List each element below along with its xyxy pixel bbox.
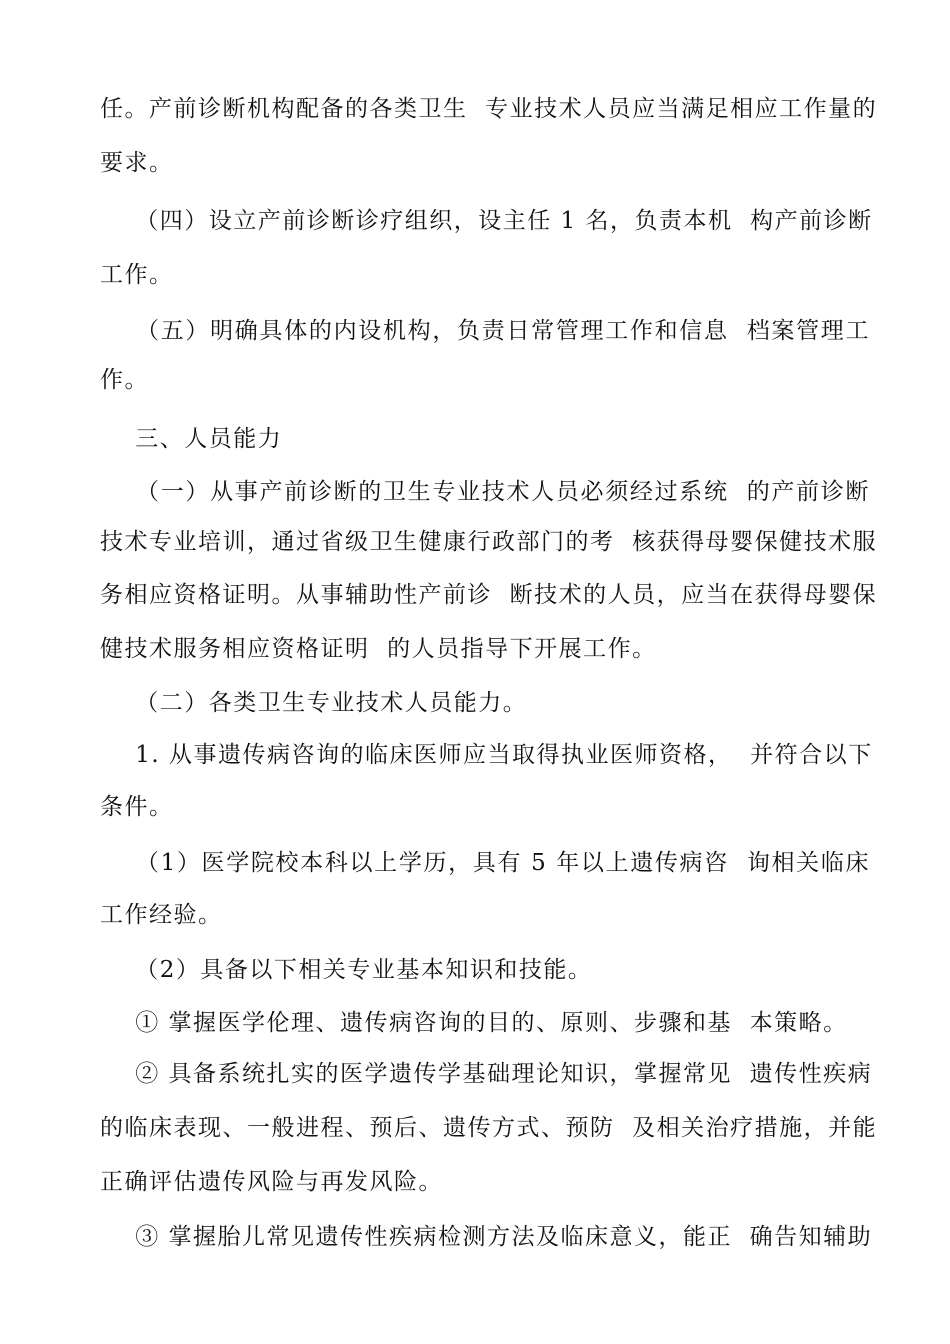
text-line: 作。 <box>100 367 149 393</box>
text-line: 工作。 <box>100 262 174 288</box>
text-line: 的临床表现、一般进程、预后、遗传方式、预防 及相关治疗措施，并能 <box>100 1115 878 1141</box>
text-line: 务相应资格证明。从事辅助性产前诊 断技术的人员，应当在获得母婴保 <box>100 582 878 608</box>
text-line: （四）设立产前诊断诊疗组织，设主任 1 名，负责本机 构产前诊断 <box>100 208 873 234</box>
text-line: 要求。 <box>100 150 174 176</box>
text-line: 条件。 <box>100 794 174 820</box>
text-line: 正确评估遗传风险与再发风险。 <box>100 1169 443 1195</box>
text-line: （1）医学院校本科以上学历，具有 5 年以上遗传病咨 询相关临床 <box>100 850 870 876</box>
text-line: ③ 掌握胎儿常见遗传性疾病检测方法及临床意义，能正 确告知辅助 <box>100 1224 873 1250</box>
text-line: （2）具备以下相关专业基本知识和技能。 <box>100 957 593 983</box>
text-line: （二）各类卫生专业技术人员能力。 <box>100 690 528 716</box>
text-line: （五）明确具体的内设机构，负责日常管理工作和信息 档案管理工 <box>100 318 870 344</box>
text-line: ① 掌握医学伦理、遗传病咨询的目的、原则、步骤和基 本策略。 <box>100 1010 848 1036</box>
text-line: 任。产前诊断机构配备的各类卫生 专业技术人员应当满足相应工作量的 <box>100 96 878 122</box>
text-line: 工作经验。 <box>100 902 223 928</box>
text-line: 技术专业培训，通过省级卫生健康行政部门的考 核获得母婴保健技术服 <box>100 529 878 555</box>
text-line: ② 具备系统扎实的医学遗传学基础理论知识，掌握常见 遗传性疾病 <box>100 1061 873 1087</box>
text-line: 1. 从事遗传病咨询的临床医师应当取得执业医师资格， 并符合以下 <box>100 742 873 768</box>
text-line: 健技术服务相应资格证明 的人员指导下开展工作。 <box>100 636 657 662</box>
text-line: （一）从事产前诊断的卫生专业技术人员必须经过系统 的产前诊断 <box>100 479 870 505</box>
section-heading: 三、人员能力 <box>100 426 283 452</box>
